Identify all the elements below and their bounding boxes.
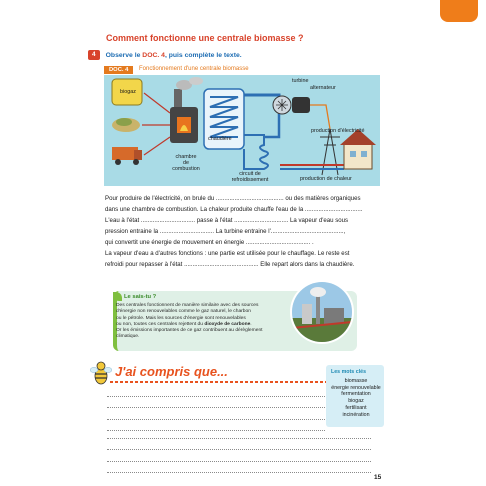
text-line: La vapeur d'eau a d'autres fonctions : une partie est utilisée pour le chauffage. Le reste est [105,250,350,257]
writing-line[interactable] [107,397,325,408]
text-line: qui convertit une énergie de mouvement en énergie ...................................... . [105,239,314,246]
label-chaudiere: chaudière [208,136,232,142]
label-alternateur: alternateur [310,85,336,91]
power-plant-photo [290,280,354,344]
label-circuit: circuit de refroidissement [231,171,269,183]
writing-line[interactable] [107,439,371,450]
mots-cles-title: Les mots clés [331,369,367,375]
doc-label: DOC. 4 [104,66,133,74]
label-production-chaleur: production de chaleur [300,176,352,182]
label-turbine: turbine [292,78,309,84]
exercise-number: 4 [88,50,100,60]
label-production-electricite: production d'électricité [311,128,365,134]
writing-line[interactable] [107,450,371,461]
writing-lines-bottom[interactable] [107,428,371,473]
savais-tu-title: Le sais-tu ? [113,292,156,301]
writing-line[interactable] [107,386,325,397]
leaf-icon [113,292,122,301]
corner-tab [440,0,478,22]
instruction-text: Observe le DOC. 4, puis complète le texte. [105,51,242,59]
compris-underline [110,381,330,383]
mot-cle: fermentation [341,391,371,398]
text-line: L'eau à l'état ................................ passe à l'état ................................ La vapeur d'eau sous [105,217,349,224]
exercise-instruction [88,50,242,60]
writing-line[interactable] [107,462,371,473]
alternator [292,97,310,113]
bee-mascot-icon [90,360,112,386]
page-title: Comment fonctionne une centrale biomasse ? [106,33,304,43]
page-number: 15 [374,474,382,481]
savais-tu-text: Des centrales fonctionnent de manière similaire avec des sources d'énergie non renouvelables comme le gaz naturel, le charbon ou le pétrole. Mais les sources d'énergie sont renouvelables ou non, toutes ces centrales rejettent du dioxyde de carbone. Or les émissions importantes de ce gaz contribuent au dérèglement climatique. [116,303,263,340]
text-line: Pour produire de l'électricité, on brule du ........................................ ou des matières organiques [105,195,361,202]
mot-cle: fertilisant [345,404,367,411]
mot-cle: énergie renouvelable [331,384,381,391]
writing-line[interactable] [107,408,325,419]
label-biogaz: biogaz [120,89,136,95]
doc-caption: Fonctionnement d'une centrale biomasse [139,66,249,72]
writing-lines[interactable] [107,386,325,431]
mot-cle: incinération [342,411,370,418]
fill-in-text [105,193,385,270]
mot-cle: biogaz [348,398,364,405]
biomass-plant-diagram [104,75,380,186]
mots-cles-list [328,378,384,418]
cooling-circuit [244,135,268,169]
text-line: refroidi pour repasser à l'état ............................................ Elle repart alors dans la chaudière. [105,261,355,268]
mot-cle: biomasse [344,378,368,384]
label-chambre: chambre de combustion [172,154,200,172]
compris-title: J'ai compris que... [115,364,228,379]
house-icon [344,143,372,169]
text-line: dans une chambre de combustion. La chaleur produite chauffe l'eau de la .................................. [105,206,363,213]
writing-line[interactable] [107,428,371,439]
text-line: pression entraine la ................................ La turbine entraine l'..........................................., [105,228,346,235]
